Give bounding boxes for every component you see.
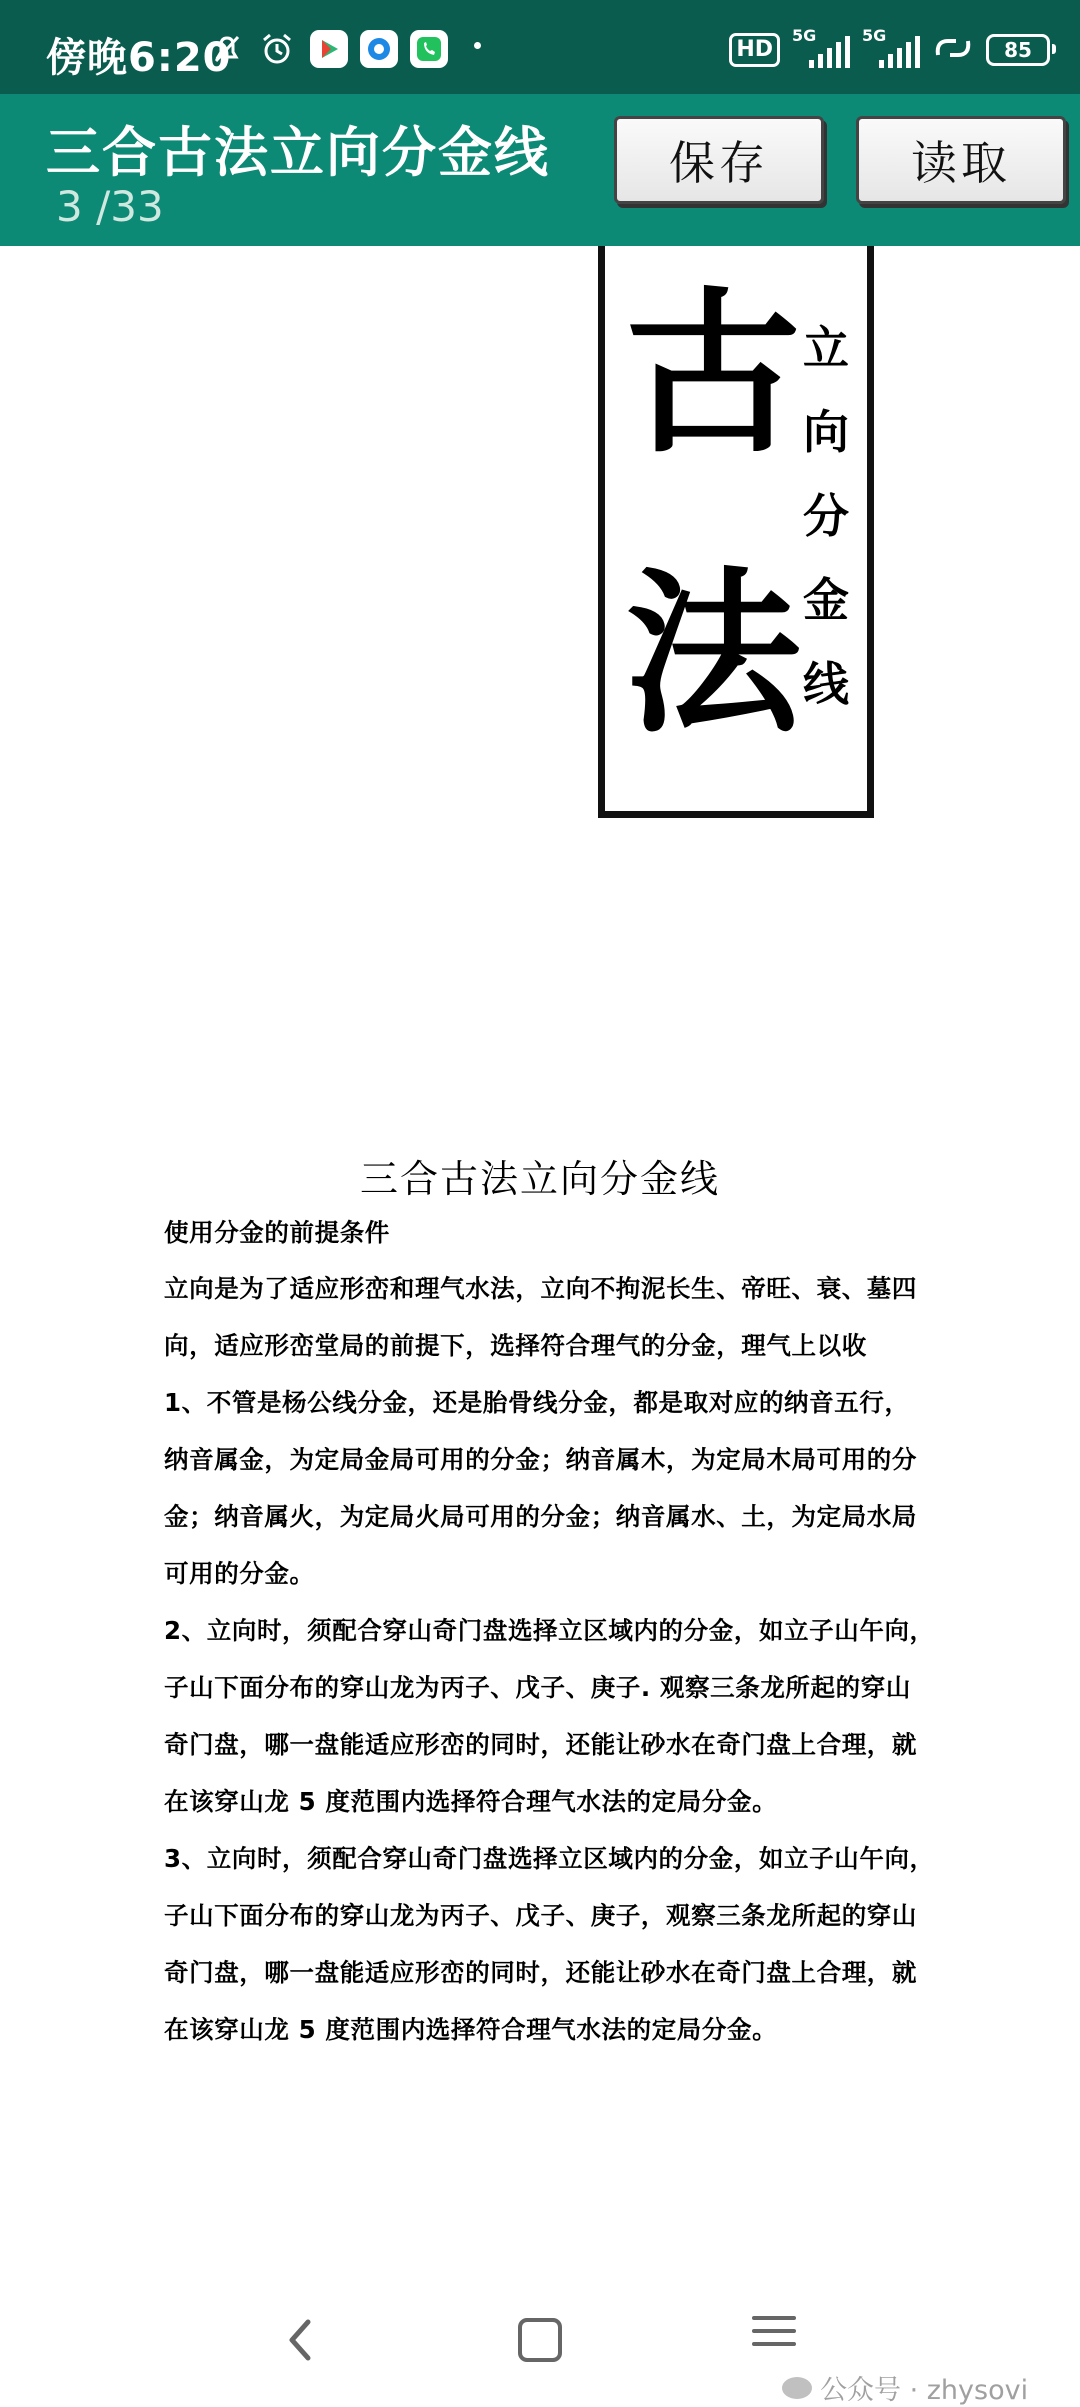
cover-title-box	[598, 246, 874, 818]
cover-vertical-text	[801, 306, 851, 726]
cover-vertical-char: 向	[803, 405, 849, 459]
document-line: 奇门盘，哪一盘能适应形峦的同时，还能让砂水在奇门盘上合理，就	[164, 1730, 917, 1759]
cover-vertical-char: 分	[803, 489, 849, 543]
signal-1-icon: 5G	[792, 30, 850, 70]
phone-app-icon	[410, 30, 448, 68]
data-link-icon	[932, 33, 974, 67]
cover-vertical-char: 线	[803, 657, 849, 711]
watermark-text: 公众号 · zhysovi	[820, 2375, 1029, 2406]
document-line: 向，适应形峦堂局的前提下，选择符合理气的分金，理气上以收	[164, 1331, 867, 1360]
document-line: 子山下面分布的穿山龙为丙子、戊子、庚子，观察三条龙所起的穿山	[164, 1901, 917, 1930]
mute-bell-icon	[208, 30, 246, 68]
document-line: 可用的分金。	[164, 1559, 315, 1588]
document-line: 金；纳音属火，为定局火局可用的分金；纳音属水、土，为定局水局	[164, 1502, 917, 1531]
save-button[interactable]: 保存	[614, 116, 824, 204]
app-title: 三合古法立向分金线	[46, 121, 550, 184]
document-line: 1、不管是杨公线分金，还是胎骨线分金，都是取对应的纳音五行，	[164, 1388, 910, 1417]
document-line: 2、立向时，须配合穿山奇门盘选择立区域内的分金，如立子山午向，	[164, 1616, 935, 1645]
hd-voice-badge: HD	[729, 33, 780, 67]
wechat-icon	[782, 2377, 812, 2399]
home-icon[interactable]	[518, 2318, 562, 2362]
status-bar	[0, 0, 1080, 94]
document-line: 3、立向时，须配合穿山奇门盘选择立区域内的分金，如立子山午向，	[164, 1844, 935, 1873]
notification-dot	[474, 42, 481, 49]
document-line: 纳音属金，为定局金局可用的分金；纳音属木，为定局木局可用的分	[164, 1445, 917, 1474]
app-bar	[0, 94, 1080, 246]
cover-vertical-char: 立	[803, 321, 849, 375]
load-button[interactable]: 读取	[856, 116, 1066, 204]
signal-2-icon: 5G	[862, 30, 920, 70]
document-title: 三合古法立向分金线	[359, 1157, 720, 1201]
status-indicators	[729, 28, 1050, 72]
alarm-icon	[258, 30, 296, 68]
cover-char-fa: 法	[625, 550, 802, 757]
clock: 傍晚6:20	[46, 35, 232, 81]
page-indicator: 3 /33	[56, 182, 164, 231]
document-line: 使用分金的前提条件	[164, 1218, 390, 1247]
play-store-icon	[310, 30, 348, 68]
document-line: 在该穿山龙 5 度范围内选择符合理气水法的定局分金。	[164, 1787, 778, 1816]
watermark	[782, 2368, 1028, 2407]
chat-app-icon	[360, 30, 398, 68]
cover-vertical-char: 金	[803, 573, 849, 627]
document-line: 奇门盘，哪一盘能适应形峦的同时，还能让砂水在奇门盘上合理，就	[164, 1958, 917, 1987]
menu-icon[interactable]	[752, 2316, 796, 2360]
battery-icon: 85	[986, 34, 1050, 66]
cover-char-gu: 古	[625, 270, 802, 477]
document-line: 子山下面分布的穿山龙为丙子、戊子、庚子. 观察三条龙所起的穿山	[164, 1673, 911, 1702]
document-line: 立向是为了适应形峦和理气水法，立向不拘泥长生、帝旺、衰、墓四	[164, 1274, 917, 1303]
back-icon[interactable]	[280, 2310, 320, 2370]
document-line: 在该穿山龙 5 度范围内选择符合理气水法的定局分金。	[164, 2015, 778, 2044]
